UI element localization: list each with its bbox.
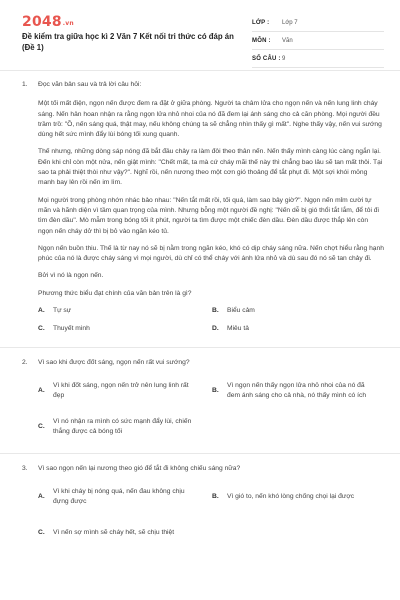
meta-value: Văn — [282, 37, 293, 44]
meta-row-class — [252, 14, 384, 32]
option-letter: B. — [212, 386, 219, 394]
site-logo[interactable] — [22, 14, 74, 30]
answer-option-d[interactable] — [212, 324, 384, 334]
option-text: Thuyết minh — [53, 325, 90, 333]
question-number: 2. — [22, 358, 28, 366]
option-text: Vì nó nhận ra mình có sức mạnh đẩy lùi, chiến thắng được cả bóng tối — [53, 417, 192, 435]
option-text: Biểu cảm — [227, 307, 255, 315]
option-letter: A. — [38, 386, 45, 394]
question-stem: Phương thức biểu đạt chính của văn bản trên là gì? — [38, 289, 192, 297]
meta-table — [252, 14, 384, 68]
question-body — [38, 80, 384, 345]
question-body — [38, 358, 384, 451]
option-letter: A. — [38, 307, 45, 315]
option-letter: B. — [212, 307, 219, 315]
answer-option-b[interactable] — [212, 377, 384, 405]
option-letter: C. — [38, 325, 45, 333]
passage-paragraph: Một tối mất điện, ngọn nến được đem ra đặt ở giữa phòng. Người ta châm lửa cho ngọn nến và nến lung linh cháy sáng. Nến hân hoan nhận ra rằng ngọn lửa nhỏ nhoi của nó đã đem lại ánh sáng cho cả căn phòng. Mọi người đều trầm trồ: "Ồ, nến sáng quá, thật may, nếu không chúng ta sẽ chẳng nhìn thấy gì mất". Nghe thấy vậy, nến vui sướng dùng hết sức mình đẩy lùi bóng tối xung quanh. — [38, 100, 382, 139]
answer-option-b[interactable] — [212, 483, 384, 511]
question-1 — [22, 80, 384, 345]
option-text: Vì khi đốt sáng, ngọn nến trở nên lung linh rất đẹp — [53, 381, 189, 399]
option-letter: C. — [38, 422, 45, 430]
meta-row-count — [252, 50, 384, 68]
question-prompt: Vì sao ngọn nến lại nương theo gió để tắt đi không chiếu sáng nữa? — [38, 464, 241, 472]
option-text: Vì ngọn nến thấy ngọn lửa nhỏ nhoi của nó đã đem ánh sáng cho cả nhà, nó thấy mình có ích — [227, 381, 367, 399]
answer-option-a[interactable] — [38, 377, 210, 405]
question-number: 3. — [22, 464, 28, 472]
header-divider — [0, 70, 400, 71]
answer-option-a[interactable] — [38, 483, 210, 511]
question-body — [38, 464, 384, 557]
option-letter: D. — [212, 325, 219, 333]
answer-option-c[interactable] — [38, 519, 210, 547]
passage-paragraph: Thế nhưng, những dòng sáp nóng đã bắt đầu chảy ra làm đôi theo thân nến. Nến thấy mình càng lúc càng ngắn lại. Đến khi chỉ còn một nửa, nến giật mình: "Chết mất, ta mà cứ cháy mãi thế này thì chẳng bao lâu sẽ tan mất thôi. Tại sao ta phải thiệt thòi như vậy?". Nghĩ rồi, nến nương theo một cơn gió thoảng để tắt phụt đi. Một sợi khói mỏng manh bay lên rồi nến im lìm. — [38, 148, 383, 187]
meta-label: MÔN : — [252, 37, 271, 44]
question-prompt: Đọc văn bản sau và trả lời câu hỏi: — [38, 81, 142, 88]
passage-paragraph: Bởi vì nó là ngọn nến. — [38, 272, 104, 280]
answer-options — [38, 377, 384, 441]
answer-options — [38, 483, 384, 547]
option-text: Vì khi cháy bị nóng quá, nến đau không chịu đựng được — [53, 487, 185, 506]
meta-value: 9 — [282, 55, 286, 62]
option-letter: A. — [38, 493, 45, 501]
page-header — [0, 0, 400, 68]
question-number: 1. — [22, 81, 28, 88]
question-list — [22, 80, 384, 557]
question-prompt: Vì sao khi được đốt sáng, ngọn nến rất vui sướng? — [38, 358, 190, 366]
option-text: Vì nến sợ mình sẽ cháy hết, sẽ chịu thiệt — [53, 529, 175, 537]
option-text: Tự sự — [53, 307, 72, 315]
logo-text: 2048 — [22, 14, 62, 30]
logo-suffix: .vn — [62, 20, 74, 27]
meta-label: LỚP : — [252, 19, 270, 26]
answer-option-c[interactable] — [38, 324, 210, 334]
meta-row-subject — [252, 32, 384, 50]
meta-label: SỐ CÂU : — [252, 55, 281, 62]
question-2 — [22, 358, 384, 451]
question-divider — [0, 453, 400, 454]
option-text: Vì gió to, nến khó lòng chống chọi lại được — [227, 493, 355, 501]
passage-paragraph: Ngọn nến buồn thiu. Thế là từ nay nó sẽ bị nằm trong ngăn kéo, khó có dịp cháy sáng nữa. Nến chợt hiểu rằng hạnh phúc của nó là được cháy sáng vì mọi người, dù chỉ có thể cháy với ánh lửa nhỏ và dù sau đó nó sẽ tan chảy đi. — [38, 244, 384, 263]
answer-option-b[interactable] — [212, 306, 384, 316]
page-title: Đề kiểm tra giữa học kì 2 Văn 7 Kết nối tri thức có đáp án (Đề 1) — [22, 32, 234, 52]
answer-option-c[interactable] — [38, 413, 210, 441]
answer-options — [38, 306, 384, 335]
answer-option-a[interactable] — [38, 306, 210, 316]
question-divider — [0, 347, 400, 348]
option-letter: B. — [212, 493, 219, 501]
meta-value: Lớp 7 — [282, 19, 298, 26]
question-3 — [22, 464, 384, 557]
option-text: Miêu tả — [227, 325, 249, 333]
passage-paragraph: Mọi người trong phòng nhớn nhác bảo nhau: "Nến tắt mất rồi, tối quá, làm sao bây giờ?". Ngọn nến mỉm cười tự mãn và hãnh diện vì tầm quan trọng của mình. Nhưng bỗng một người đề nghị: "Nến dễ bị gió thổi tắt lắm, để tôi đi tìm đèn dầu". Mò mẫm trong bóng tối ít phút, người ta tìm được một chiếc đèn dầu. Đèn dầu được thắp lên còn ngọn nến cháy dở thì bị bỏ vào ngăn kéo tủ. — [38, 196, 380, 235]
option-letter: C. — [38, 529, 45, 537]
